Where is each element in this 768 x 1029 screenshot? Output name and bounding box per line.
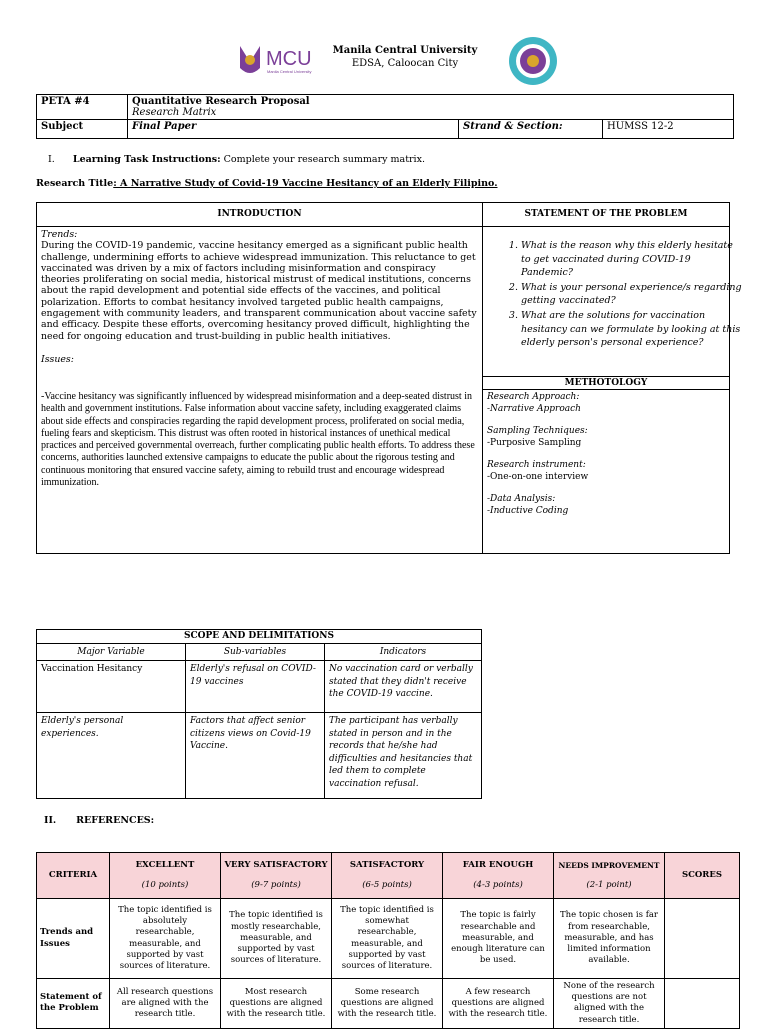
instrument-label: Research instrument: — [487, 460, 586, 470]
level-name: SATISFACTORY — [349, 860, 425, 871]
sop-item: 2. What is your personal experience/s regarding getting vaccinated? — [521, 281, 743, 308]
level-points: (2-1 point) — [586, 879, 632, 890]
level-points: (9-7 points) — [251, 879, 301, 890]
criterion-cell: Statement of the Problem — [37, 979, 110, 1029]
university-name: Manila Central University — [332, 45, 478, 56]
subject-value: Final Paper — [128, 120, 459, 139]
level-header — [443, 853, 554, 899]
scope-col-header: Sub-variables — [186, 643, 325, 661]
rubric-cell: The topic identified is absolutely researchable, measurable, and supported by vast sources of literature. — [110, 899, 221, 979]
subject-label: Subject — [37, 120, 128, 139]
trends-label: Trends: — [41, 229, 78, 240]
scope-header: SCOPE AND DELIMITATIONS — [37, 630, 482, 644]
table-row — [37, 661, 482, 713]
sop-item: 3. What are the solutions for vaccination hesitancy can we formulate by looking at this elderly person's personal experience? — [521, 309, 743, 350]
research-title-label: Research Title — [36, 178, 114, 189]
level-name: VERY SATISFACTORY — [224, 860, 328, 871]
logo-subtext: Manila Central University — [267, 69, 312, 74]
level-header — [110, 853, 221, 899]
rubric-cell: Some research questions are aligned with the research title. — [332, 979, 443, 1029]
methodology-header: METHOTOLOGY — [564, 378, 648, 388]
peta-subtitle: Research Matrix — [132, 107, 217, 118]
scope-cell: Elderly's personal experiences. — [37, 713, 186, 799]
trends-block — [41, 229, 477, 365]
level-points: (4-3 points) — [473, 879, 523, 890]
methodology-block — [487, 391, 727, 517]
table-row — [37, 713, 482, 799]
logo-text: MCU — [266, 48, 312, 70]
peta-title-cell — [128, 95, 734, 120]
scope-col-header: Major Variable — [37, 643, 186, 661]
table-row — [37, 899, 740, 979]
university-seal-icon — [508, 36, 558, 86]
trends-text: During the COVID-19 pandemic, vaccine hesitancy emerged as a significant public health challenge, undermining efforts to achieve widespread immunization. This reluctance to get vaccinated was driven by a mix of factors including misinformation and conspiracy theories proliferating on social media, historical mistrust of medical institutions, concerns about the rapid development and potential side effects of the vaccines, and political polarization. Efforts to combat hesitancy involved targeted public health campaigns, engagement with community leaders, and transparent communication about vaccine safety and efficacy. Despite these efforts, overcoming hesitancy proved difficult, highlighting the need for ongoing education and trust-building in public health initiatives. — [41, 240, 477, 342]
rubric-cell: The topic identified is mostly researchable, measurable, and supported by vast sources of literature. — [221, 899, 332, 979]
instrument-value: -One-on-one interview — [487, 472, 589, 482]
scope-cell: Factors that affect senior citizens views on Covid-19 Vaccine. — [186, 713, 325, 799]
sampling-value: -Purposive Sampling — [487, 438, 582, 448]
table-row — [37, 979, 740, 1029]
section-1-numeral: I. — [48, 154, 55, 165]
level-name: FAIR ENOUGH — [462, 860, 534, 871]
sop-header: STATEMENT OF THE PROBLEM — [524, 209, 688, 219]
section-2-numeral: II. — [44, 815, 57, 826]
peta-title: Quantitative Research Proposal — [132, 96, 310, 107]
rubric-cell: The topic identified is somewhat researchable, measurable, and supported by vast sources of literature. — [332, 899, 443, 979]
section-2-heading — [44, 815, 154, 826]
peta-label: PETA #4 — [37, 95, 128, 120]
university-address: EDSA, Caloocan City — [351, 58, 459, 69]
research-title — [36, 178, 498, 189]
section-1-instructions — [48, 154, 425, 165]
issues-label: Issues: — [41, 353, 74, 365]
strand-label: Strand & Section: — [459, 120, 603, 139]
approach-value: -Narrative Approach — [487, 404, 581, 414]
level-header — [332, 853, 443, 899]
strand-value: HUMSS 12-2 — [603, 120, 734, 139]
level-header — [221, 853, 332, 899]
rubric-cell: None of the research questions are not aligned with the research title. — [554, 979, 665, 1029]
sop-item: 1. What is the reason why this elderly hesitate to get vaccinated during COVID-19 Pandemic? — [521, 239, 743, 280]
peta-info-table — [36, 94, 734, 139]
level-header — [554, 853, 665, 899]
score-cell — [665, 979, 740, 1029]
scope-cell: Elderly's refusal on COVID-19 vaccines — [186, 661, 325, 713]
scope-cell: Vaccination Hesitancy — [37, 661, 186, 713]
methodology-line-bottom — [483, 389, 729, 390]
level-name: EXCELLENT — [135, 860, 195, 871]
scope-table — [36, 629, 482, 799]
analysis-label: -Data Analysis: — [487, 494, 556, 504]
issues-text: -Vaccine hesitancy was significantly influenced by widespread misinformation and a deep-seated distrust in health and government institutions. False information about vaccine safety, including exaggerated claims about side effects and conspiracies regarding the rapid development process, proliferated on social media, fueling fears and skepticism. This distrust was often rooted in historical instances of unethical medical practices and perceived governmental overreach, further complicating public health efforts. To address these concerns, authorities launched extensive campaigns to educate the public about the rigorous testing and continuous monitoring that ensured vaccine safety, aiming to rebuild trust and encourage widespread immunization. — [41, 391, 475, 489]
level-points: (6-5 points) — [362, 879, 412, 890]
scope-cell: No vaccination card or verbally stated that they didn't receive the COVID-19 vaccine. — [325, 661, 482, 713]
approach-label: Research Approach: — [487, 392, 580, 402]
rubric-header-row — [37, 853, 740, 899]
rubric-cell: Most research questions are aligned with the research title. — [221, 979, 332, 1029]
rubric-table — [36, 852, 740, 1029]
university-header — [330, 44, 480, 70]
criteria-header: CRITERIA — [37, 853, 110, 899]
mcu-logo — [236, 42, 332, 78]
rubric-cell: The topic chosen is far from researchable, measurable, and has limited information available. — [554, 899, 665, 979]
scope-col-header: Indicators — [325, 643, 482, 661]
sampling-label: Sampling Techniques: — [487, 426, 588, 436]
rubric-cell: All research questions are aligned with the research title. — [110, 979, 221, 1029]
methodology-line-top — [483, 376, 729, 377]
rubric-cell: A few research questions are aligned with the research title. — [443, 979, 554, 1029]
scores-header: SCORES — [665, 853, 740, 899]
section-1-label: Learning Task Instructions: — [72, 154, 221, 165]
section-1-text: Complete your research summary matrix. — [220, 154, 425, 165]
section-2-label: REFERENCES: — [76, 815, 155, 826]
scope-cell: The participant has verbally stated in person and in the records that he/she had difficulties and hesitancies that led them to complete vaccination refusal. — [325, 713, 482, 799]
sop-list — [503, 239, 743, 351]
rubric-cell: The topic is fairly researchable and measurable, and enough literature can be used. — [443, 899, 554, 979]
research-title-value: : A Narrative Study of Covid-19 Vaccine Hesitancy of an Elderly Filipino. — [113, 178, 498, 189]
level-name: NEEDS IMPROVEMENT — [558, 861, 660, 871]
introduction-header: INTRODUCTION — [217, 209, 302, 219]
level-points: (10 points) — [141, 879, 189, 890]
matrix-header-line — [37, 226, 729, 227]
analysis-value: -Inductive Coding — [487, 506, 569, 516]
criterion-cell: Trends and Issues — [37, 899, 110, 979]
research-matrix — [36, 202, 742, 554]
score-cell — [665, 899, 740, 979]
